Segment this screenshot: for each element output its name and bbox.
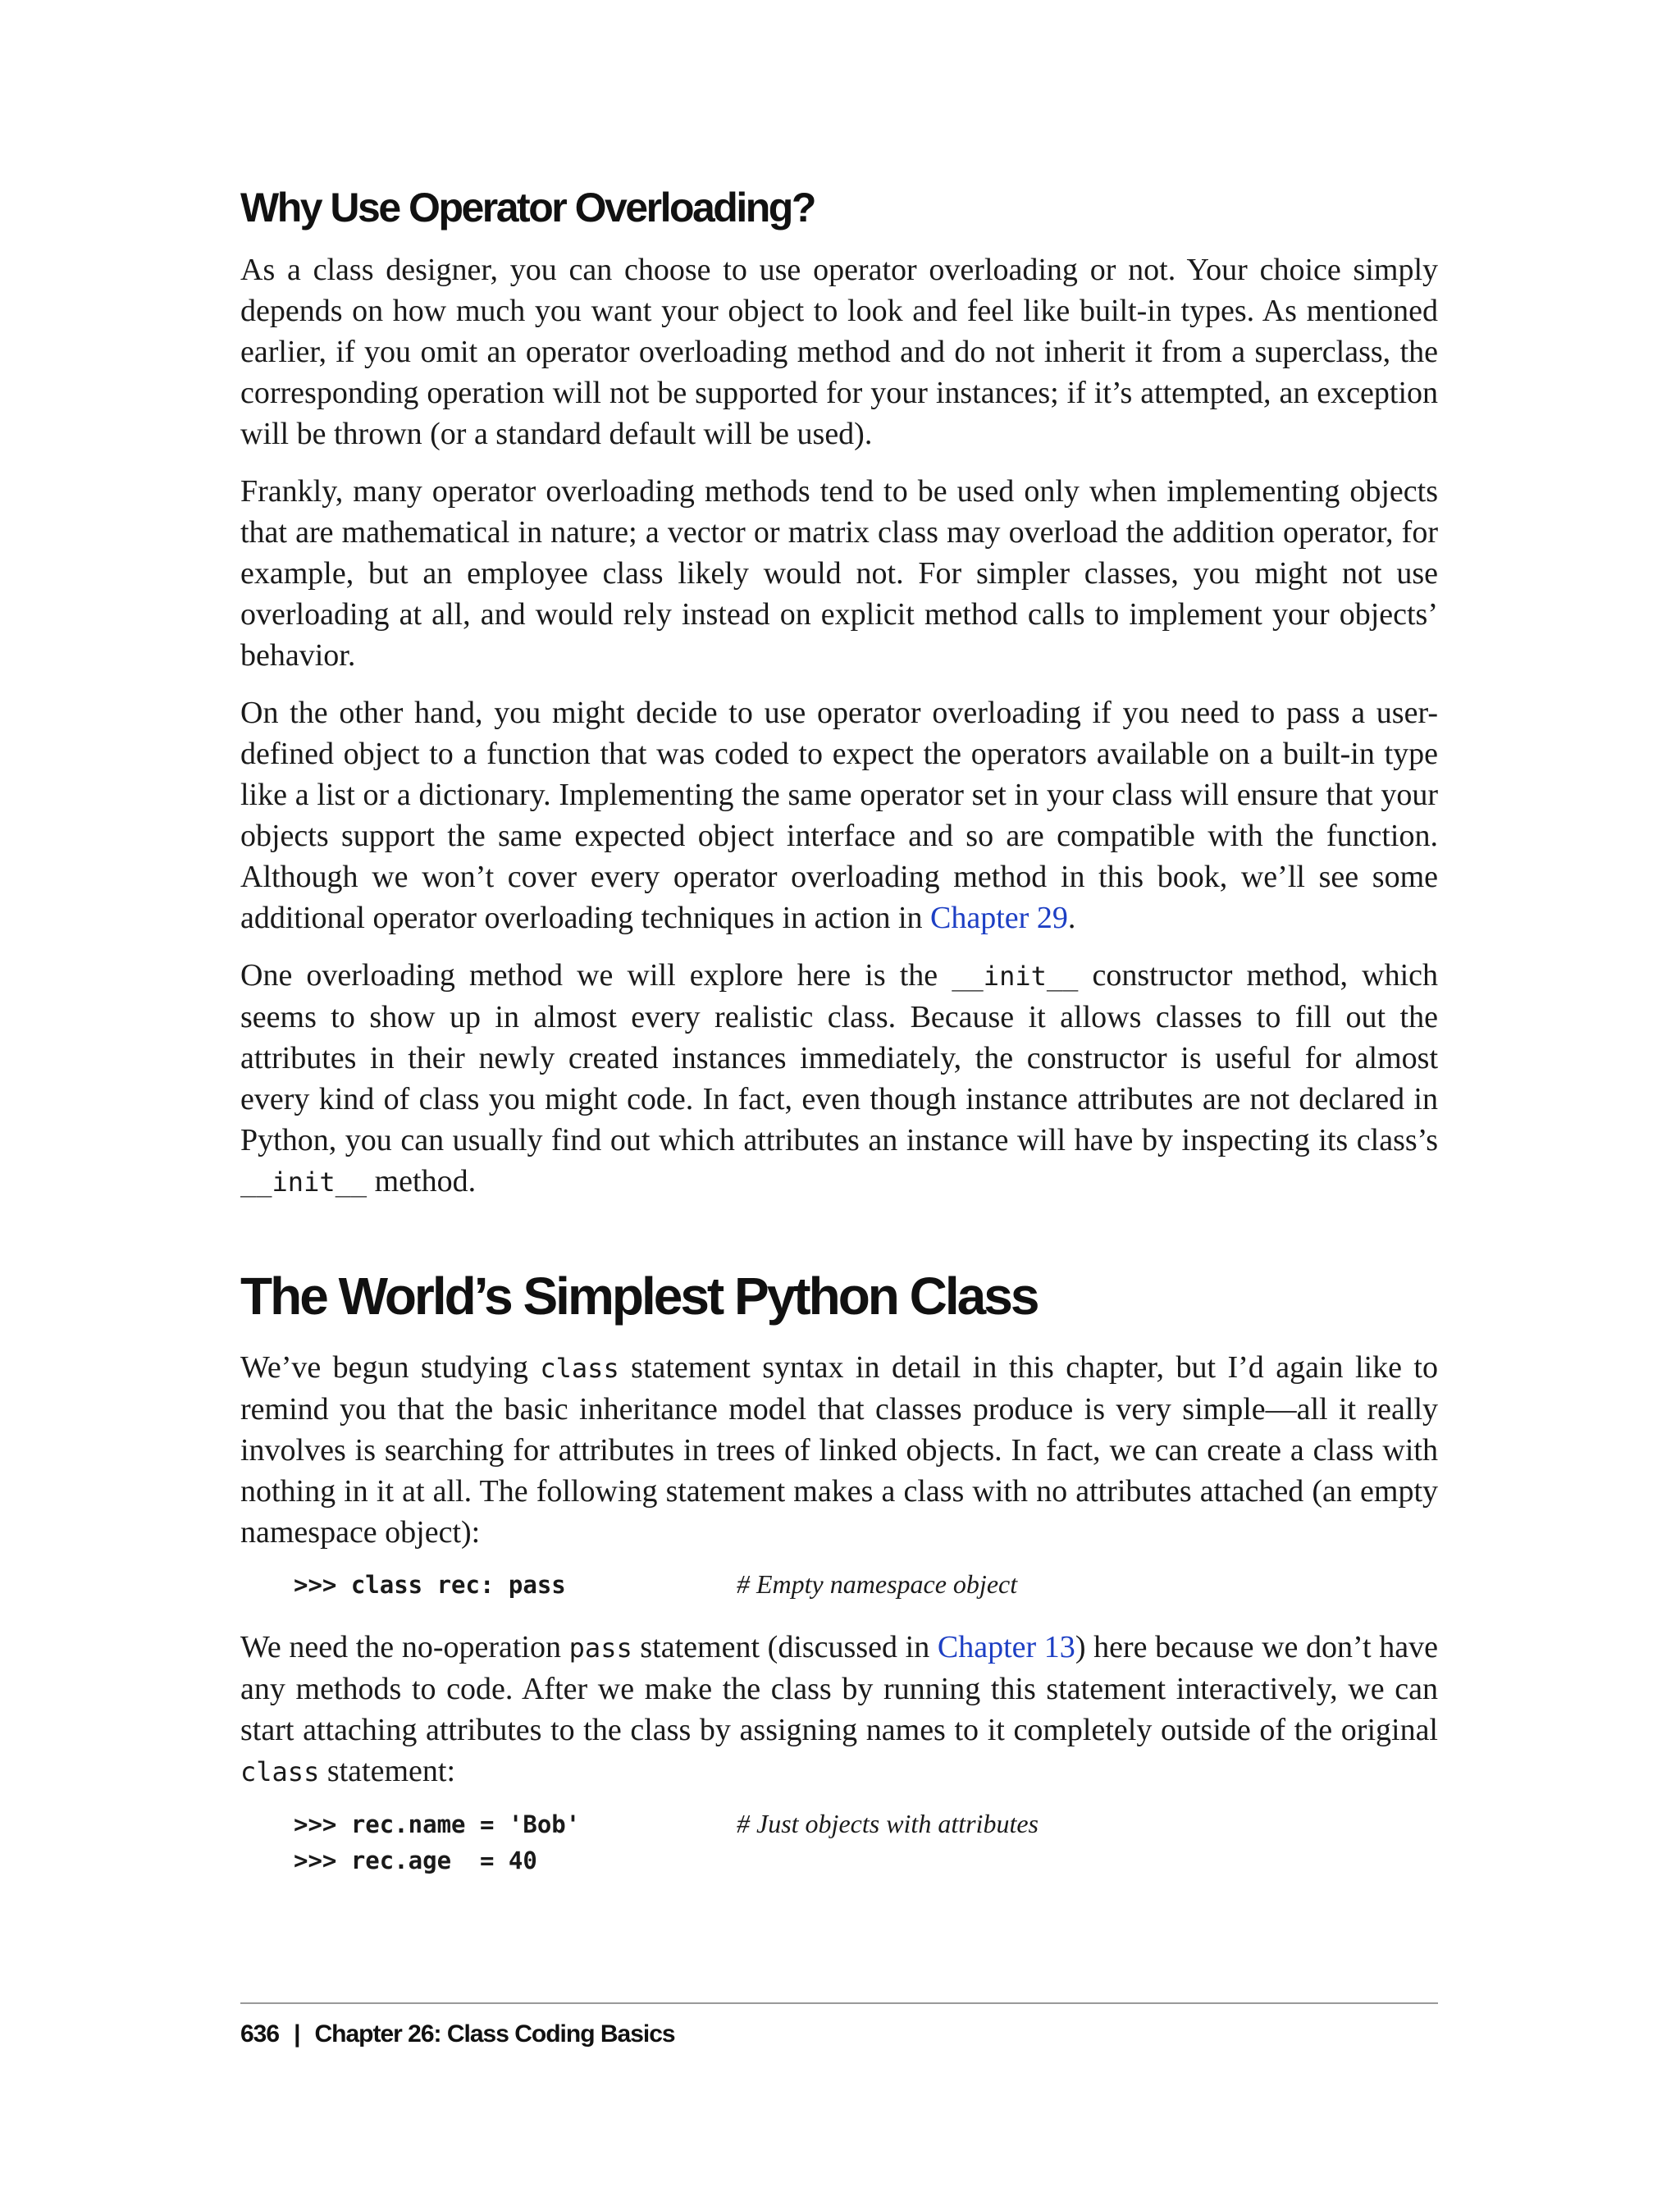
code-statement: rec.name = 'Bob': [350, 1810, 581, 1838]
code-block-1: [240, 1569, 1438, 1607]
paragraph-1: As a class designer, you can choose to use operator overloading or not. Your choice simply depends on how much you want your object to look and feel like built-in types. As mentioned earlier, if you omit an operator overloading method and do not inherit it from a superclass, the corresponding operation will not be supported for your instances; if it’s attempted, an exception will be thrown (or a standard default will be used).: [240, 253, 1438, 451]
code-statement: class rec: pass: [350, 1571, 566, 1599]
paragraph-6: [240, 1627, 1438, 1792]
paragraph-6-text-1: We need the no-operation: [240, 1630, 569, 1664]
code-block-2: [240, 1809, 1438, 1884]
page-content: [240, 180, 1438, 1904]
code-text: [294, 1847, 737, 1874]
init-code-inline-2: __init__: [240, 1166, 368, 1198]
chapter-13-link[interactable]: Chapter 13: [937, 1630, 1075, 1664]
paragraph-6-text-2: statement (discussed in: [632, 1630, 938, 1664]
code-line: [294, 1809, 1438, 1847]
code-line: [294, 1847, 1438, 1884]
paragraph-3: [240, 692, 1438, 938]
paragraph-5: [240, 1347, 1438, 1553]
code-text: [294, 1810, 737, 1838]
code-comment: # Empty namespace object: [737, 1569, 1018, 1599]
paragraph-4-text-2: constructor method, which seems to show up in almost every realistic class. Because it allows classes to fill out the attributes in their newly created instances immediately, the constructor is useful for almost every kind of class you might code. In fact, even though instance attributes are not declared in Python, you can usually find out which attributes an instance will have by inspecting its class’s: [240, 958, 1438, 1157]
paragraph-2: Frankly, many operator overloading methods tend to be used only when implementing objects that are mathematical in nature; a vector or matrix class may overload the addition operator, for example, but an employee class likely would not. For simpler classes, you might not use overloading at all, and would rely instead on explicit method calls to implement your objects’ behavior.: [240, 474, 1438, 673]
paragraph-3-text: On the other hand, you might decide to use operator overloading if you need to pass a user-defined object to a function that was coded to expect the operators available on a built-in type like a list or a dictionary. Implementing the same operator set in your class will ensure that your objects support the same expected object interface and so are compatible with the function. Although we won’t cover every operator overloading method in this book, we’ll see some additional operator overloading techniques in action in: [240, 696, 1438, 935]
code-line: [294, 1569, 1438, 1607]
paragraph-6-text-3: ) here because we don’t have any methods to code. After we make the class by running this statement interactively, we can start attaching attributes to the class by assigning names to it completely outside of the original: [240, 1630, 1438, 1747]
chapter-29-link[interactable]: Chapter 29: [930, 901, 1068, 935]
paragraph-3-end: .: [1067, 901, 1076, 935]
code-comment: # Just objects with attributes: [737, 1809, 1039, 1838]
code-text: [294, 1571, 737, 1599]
section-title: The World’s Simplest Python Class: [240, 1267, 1038, 1326]
paragraph-4: [240, 955, 1438, 1203]
class-code-inline-2: class: [240, 1756, 320, 1787]
paragraph-6-text-4: statement:: [319, 1754, 456, 1788]
footer-separator: |: [294, 2020, 300, 2048]
class-code-inline: class: [540, 1353, 619, 1384]
code-prompt: >>>: [294, 1847, 351, 1874]
code-prompt: >>>: [294, 1571, 351, 1599]
pass-code-inline: pass: [568, 1632, 632, 1664]
subsection-title: Why Use Operator Overloading?: [240, 185, 815, 231]
paragraph-4-text-1: One overloading method we will explore here is the: [240, 958, 952, 993]
code-statement: rec.age = 40: [350, 1847, 537, 1874]
page-number: 636: [240, 2020, 280, 2048]
code-prompt: >>>: [294, 1810, 351, 1838]
chapter-title: Chapter 26: Class Coding Basics: [314, 2020, 675, 2048]
init-code-inline-1: __init__: [952, 961, 1079, 992]
paragraph-4-text-3: method.: [367, 1164, 477, 1198]
paragraph-5-text-2: statement syntax in detail in this chapter, but I’d again like to remind you that the basic inheritance model that classes produce is very simple—all it really involves is searching for attributes in trees of linked objects. In fact, we can create a class with nothing in it at all. The following statement makes a class with no attributes attached (an empty namespace object):: [240, 1350, 1438, 1550]
paragraph-5-text-1: We’ve begun studying: [240, 1350, 541, 1385]
page-footer: [240, 2002, 1438, 2048]
